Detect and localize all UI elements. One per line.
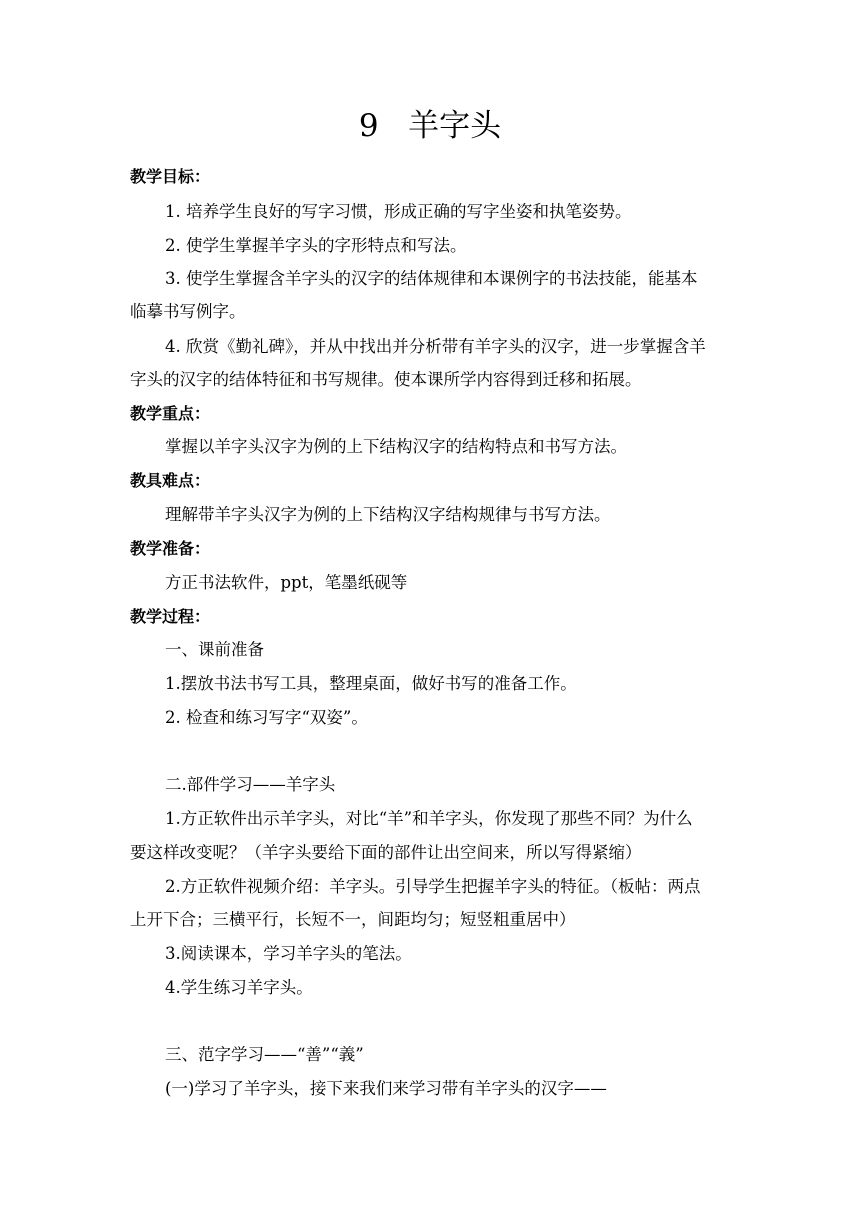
section-2-step-4: 4.学生练习羊字头。: [165, 978, 313, 997]
section-2-step-2-continued: 上开下合；三横平行，长短不一，间距均匀；短竖粗重居中）: [130, 910, 576, 929]
goal-4: 4. 欣赏《勤礼碑》，并从中找出并分析带有羊字头的汉字，进一步掌握含羊: [165, 337, 706, 356]
preparation-text: 方正书法软件，ppt，笔墨纸砚等: [165, 573, 408, 592]
goal-1: 1. 培养学生良好的写字习惯，形成正确的写字坐姿和执笔姿势。: [165, 202, 632, 221]
section-2-title: 二.部件学习——羊字头: [165, 775, 336, 794]
document-title: 9 羊字头: [358, 108, 502, 144]
goal-4-continued: 字头的汉字的结体特征和书写规律。使本课所学内容得到迁移和拓展。: [130, 370, 642, 389]
section-2-step-2: 2.方正软件视频介绍：羊字头。引导学生把握羊字头的特征。（板帖：两点: [165, 877, 701, 896]
difficulties-text: 理解带羊字头汉字为例的上下结构汉字结构规律与书写方法。: [165, 505, 611, 524]
section-2-step-1: 1.方正软件出示羊字头，对比“羊”和羊字头，你发现了那些不同？为什么: [165, 809, 693, 828]
heading-preparation: 教学准备：: [130, 539, 211, 558]
key-points-text: 掌握以羊字头汉字为例的上下结构汉字的结构特点和书写方法。: [165, 437, 627, 456]
section-1-step-2: 2. 检查和练习写字“双姿”。: [165, 708, 368, 727]
section-1-title: 一、课前准备: [165, 640, 264, 659]
section-3-title: 三、范字学习——“善”“義”: [165, 1045, 364, 1064]
heading-key-points: 教学重点：: [130, 404, 211, 423]
goal-3-continued: 临摹书写例字。: [130, 302, 246, 321]
section-2-step-1-continued: 要这样改变呢？（羊字头要给下面的部件让出空间来，所以写得紧缩）: [130, 843, 642, 862]
heading-teaching-goals: 教学目标：: [130, 167, 211, 186]
section-2-step-3: 3.阅读课本，学习羊字头的笔法。: [165, 944, 412, 963]
heading-difficulties: 教具难点：: [130, 471, 211, 490]
section-3-step-1: (一)学习了羊字头，接下来我们来学习带有羊字头的汉字——: [165, 1079, 607, 1098]
goal-3: 3. 使学生掌握含羊字头的汉字的结体规律和本课例字的书法技能，能基本: [165, 269, 698, 288]
section-1-step-1: 1.摆放书法书写工具，整理桌面，做好书写的准备工作。: [165, 674, 577, 693]
heading-process: 教学过程：: [130, 607, 211, 626]
goal-2: 2. 使学生掌握羊字头的字形特点和写法。: [165, 236, 467, 255]
